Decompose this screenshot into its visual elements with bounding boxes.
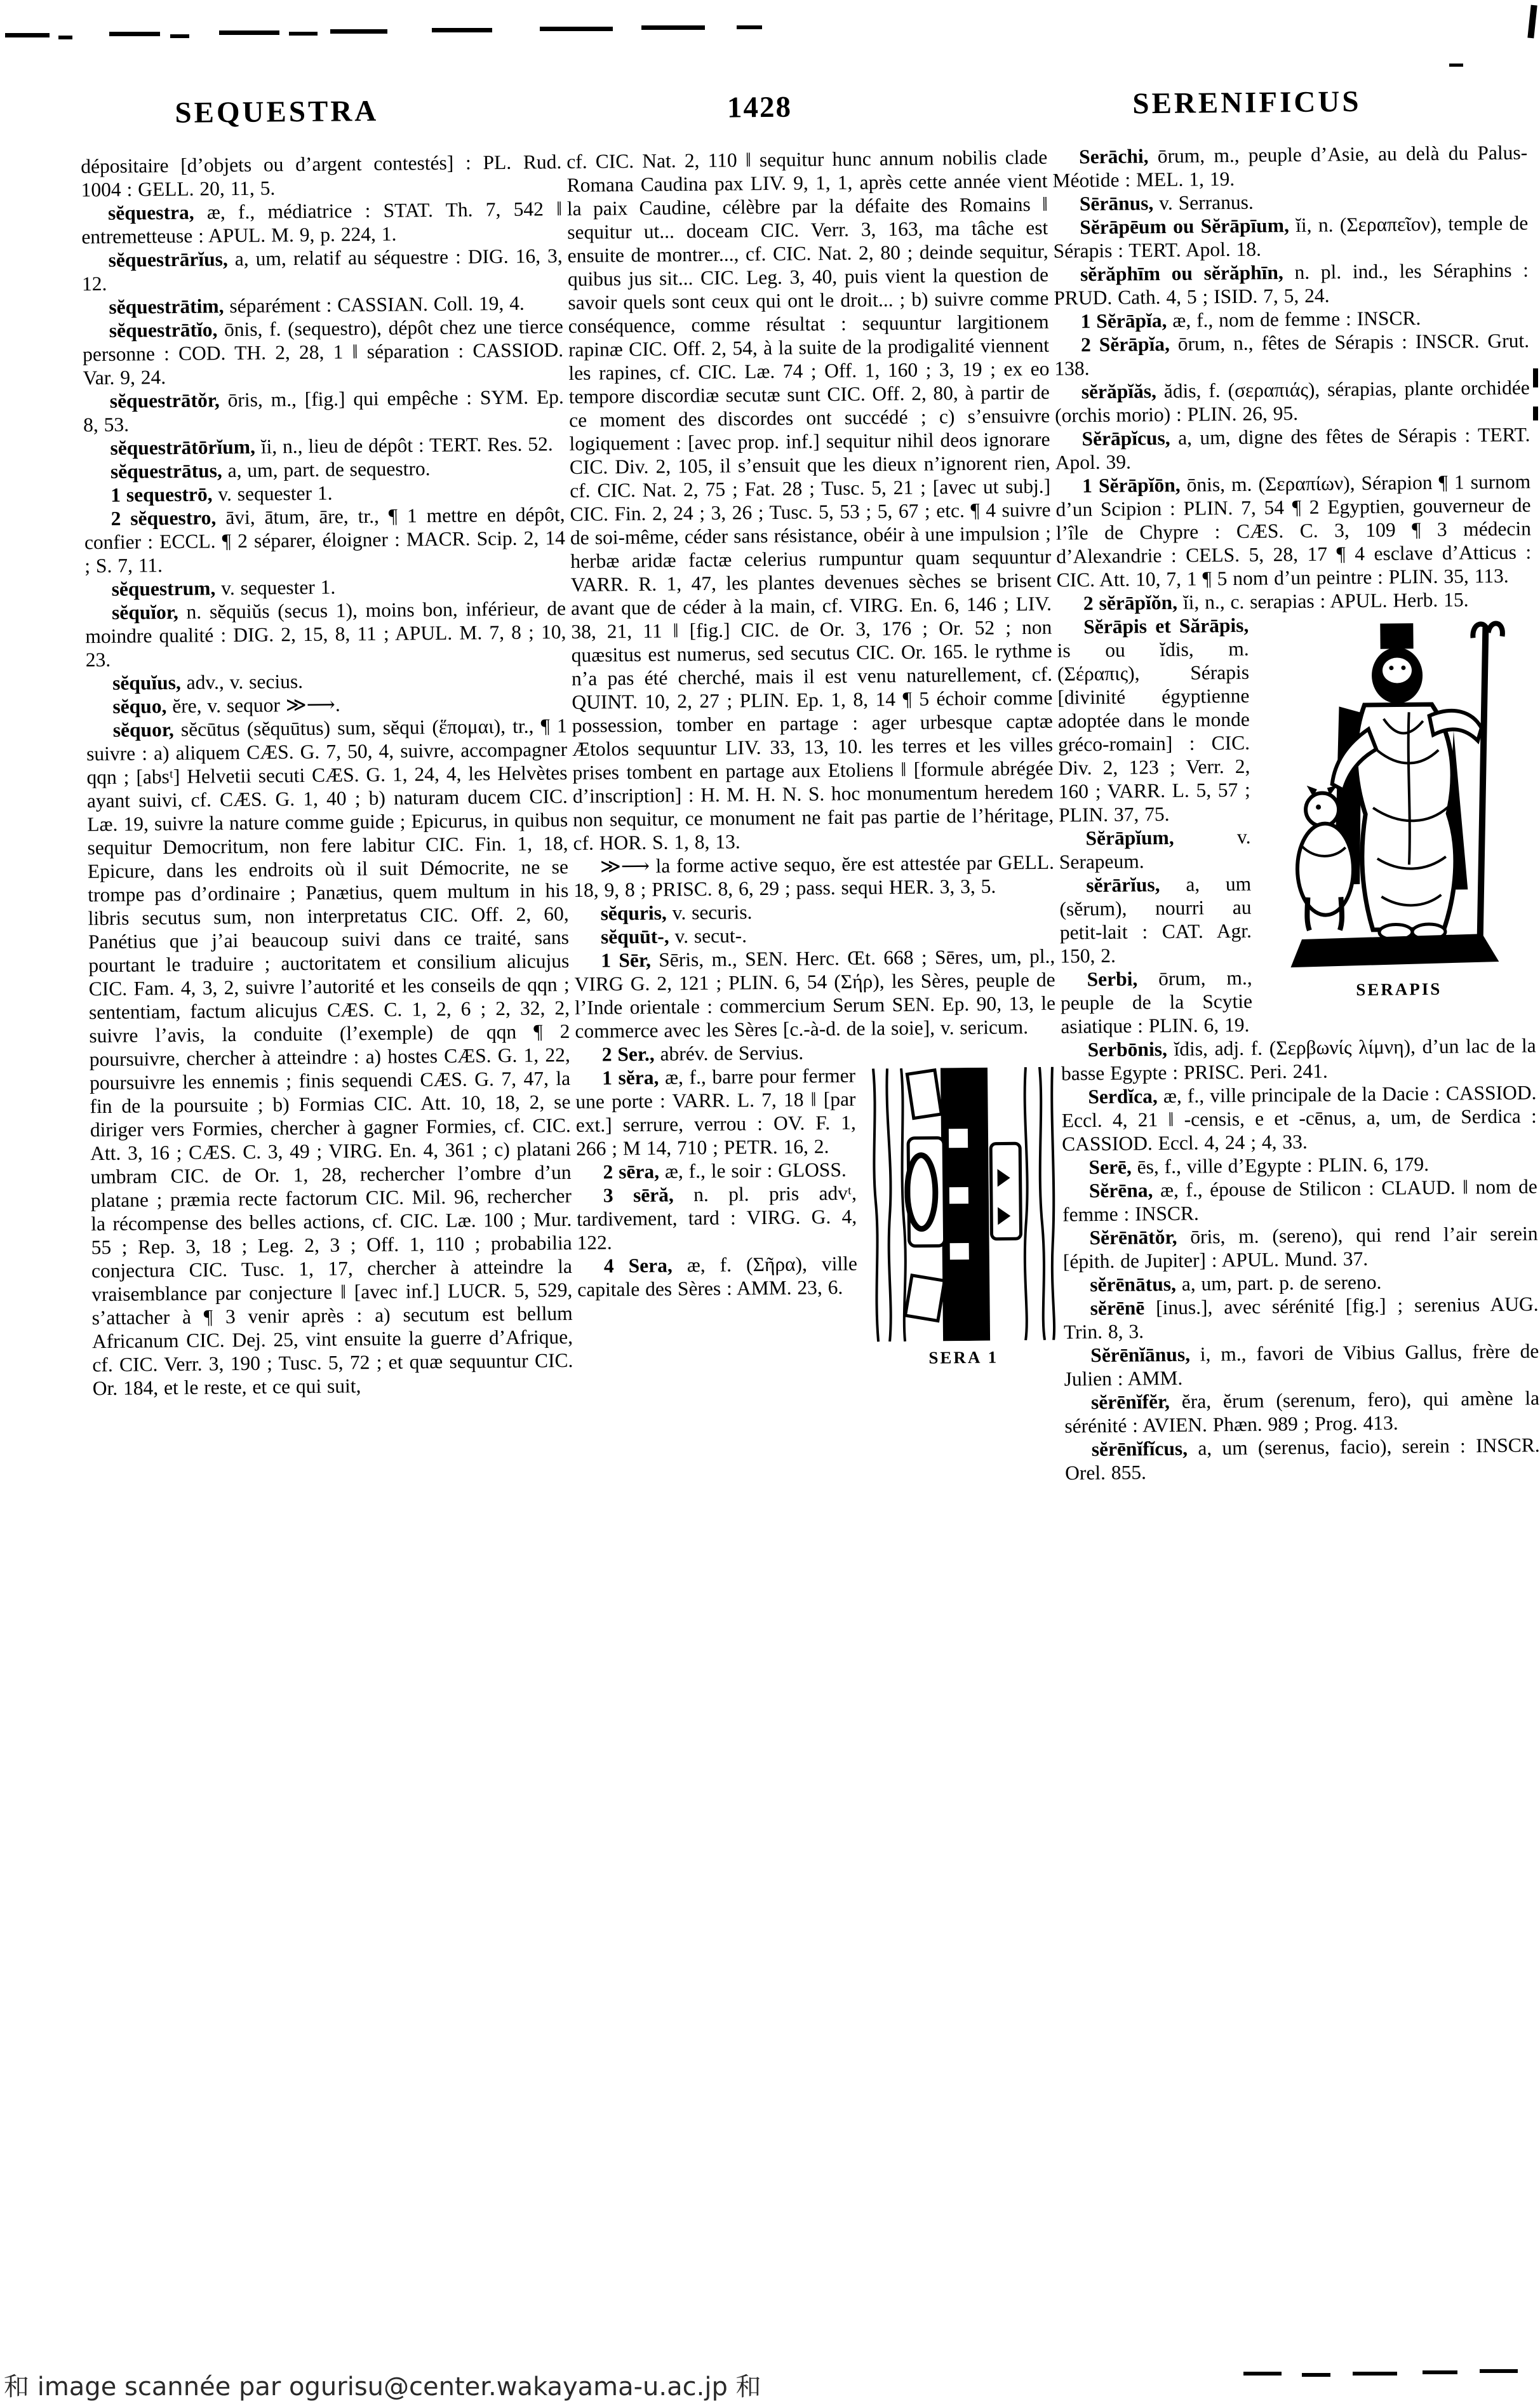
headword: sĕrēnē bbox=[1090, 1296, 1145, 1320]
dictionary-entry: ≫⟶ la forme active sequo, ĕre est attestée par GELL. 18, 9, 8 ; PRISC. 8, 6, 29 ; pass. sequi HER. 3, 3, 5. bbox=[573, 850, 1055, 901]
dictionary-entry: 1 sĕra, æ, f., barre pour fermer une porte : VARR. L. 7, 18 ‖ [par ext.] serrure, verrou : OV. F. 1, 266 ; M 14, 710 ; PETR. 16, 2. bbox=[575, 1064, 856, 1160]
running-head-right: SERENIFICUS bbox=[1132, 84, 1362, 121]
headword: 1 sequestrō, bbox=[110, 483, 213, 506]
dictionary-entry: Sĕrāpēum ou Sĕrāpīum, ĭi, n. (Σεραπεῖον), temple de Sérapis : TERT. Apol. 18. bbox=[1053, 212, 1529, 262]
dictionary-entry: sĕquestrātus, a, um, part. de sequestro. bbox=[110, 457, 431, 483]
dictionary-entry: 2 sēra, æ, f., le soir : GLOSS. bbox=[603, 1158, 847, 1183]
text-column-1 bbox=[81, 150, 582, 2358]
text-column-3 bbox=[1052, 140, 1540, 2349]
dictionary-entry: Sērānus, v. Serranus. bbox=[1079, 191, 1254, 215]
dictionary-entry: sĕquestrātĭo, ōnis, f. (sequestro), dépôt chez une tierce personne : COD. TH. 2, 28, 1 ‖ séparation : CASSIOD. Var. 9, 24. bbox=[82, 315, 564, 389]
headword: sĕquestrārĭus, bbox=[108, 248, 228, 271]
dictionary-entry: Sĕrāpĭum, v. Serapeum. bbox=[1059, 825, 1251, 873]
headword: Sĕrāpis et Sărāpis, bbox=[1083, 614, 1249, 638]
dictionary-entry: sĕquestrātŏr, ōris, m., [fig.] qui empêche : SYM. Ep. 8, 53. bbox=[83, 386, 564, 436]
headword: 4 Sera, bbox=[603, 1254, 673, 1277]
dictionary-entry: 1 Sĕrāpĭōn, ōnis, m. (Σεραπίων), Sérapion ¶ 1 surnom d’un Scipion : PLIN. 7, 54 ¶ 2 Egyptien, gouverneur de l’île de Chypre : CÆS. C. 3, 109 ¶ 3 médecin d’Alexandrie : CELS. 5, 28, 17 ¶ 4 esclave d’Atticus : CIC. Att. 10, 7, 1 ¶ 5 nom d’un peintre : PLIN. 35, 113. bbox=[1055, 470, 1532, 591]
headword: Sĕrāpĭum, bbox=[1085, 826, 1174, 850]
headword: Sĕrāpĭcus, bbox=[1081, 426, 1170, 450]
headword: Sĕrēna, bbox=[1088, 1179, 1153, 1202]
dictionary-entry: sĕrăpĭăs, ădis, f. (σεραπιάς), sérapias, plante orchidée (orchis morio) : PLIN. 26, 95. bbox=[1054, 376, 1530, 427]
dictionary-entry: Serē, ēs, f., ville d’Egypte : PLIN. 6, 179. bbox=[1088, 1153, 1430, 1179]
sera-figure bbox=[866, 1067, 1059, 1371]
page-number: 1428 bbox=[726, 90, 793, 124]
scan-artifact bbox=[1533, 368, 1538, 387]
headword: sĕrēnĭfĭcus, bbox=[1091, 1437, 1188, 1461]
headword: sĕquo, bbox=[112, 695, 167, 718]
headword: Serbōnis, bbox=[1087, 1037, 1168, 1061]
dictionary-entry: Sĕrēnātŏr, ōris, m. (sereno), qui rend l’air serein [épith. de Jupiter] : APUL. Mund. 37. bbox=[1062, 1222, 1538, 1273]
dictionary-entry: sĕrēnĭfĕr, ĕra, ĕrum (serenum, fero), qui amène la sérénité : AVIEN. Phæn. 989 ; Prog. 413. bbox=[1064, 1387, 1540, 1437]
dictionary-entry: 2 sĕquestro, āvi, ātum, āre, tr., ¶ 1 mettre en dépôt, confier : ECCL. ¶ 2 séparer, éloigner : MACR. Scip. 2, 14 ; S. 7, 11. bbox=[84, 503, 566, 577]
headword: sĕquestrātim, bbox=[109, 295, 224, 318]
headword: sĕquestrum, bbox=[111, 577, 216, 600]
dictionary-entry: sĕquūt-, v. secut-. bbox=[600, 924, 747, 948]
dictionary-entry: Sĕrēna, æ, f., épouse de Stilicon : CLAUD. ‖ nom de femme : INSCR. bbox=[1062, 1175, 1537, 1226]
text-column-2 bbox=[566, 145, 1068, 2354]
headword: sĕquestra, bbox=[107, 201, 194, 224]
headword: sĕrăpĭăs, bbox=[1081, 380, 1157, 403]
scanner-credit: 和 image scannée par ogurisu@center.wakayama-u.ac.jp 和 bbox=[4, 2372, 761, 2402]
dictionary-entry: sĕquestrārĭus, a, um, relatif au séquestre : DIG. 16, 3, 12. bbox=[81, 245, 563, 295]
dictionary-entry: Serbōnis, ĭdis, adj. f. (Σερβωνίς λίμνη), d’un lac de la basse Egypte : PRISC. Peri. 241. bbox=[1061, 1034, 1536, 1085]
dictionary-entry: Sĕrēnĭānus, i, m., favori de Vibius Gallus, frère de Julien : AMM. bbox=[1064, 1340, 1539, 1390]
dictionary-entry: sĕrārĭus, a, um (sĕrum), nourri au petit-lait : CAT. Agr. 150, 2. bbox=[1059, 872, 1252, 967]
dictionary-entry: sĕquĭus, adv., v. secius. bbox=[112, 670, 304, 694]
dictionary-entry: sĕquor, sĕcūtus (sĕquūtus) sum, sĕqui (ἕπομαι), tr., ¶ 1 suivre : a) aliquem CÆS. G. 7, 50, 4, suivre, accompagner qqn ; [absᵗ] Helvetii secuti CÆS. G. 1, 24, 4, les Helvètes ayant suivi, cf. CÆS. G. 1, 40 ; b) naturam ducem CIC. Læ. 19, suivre la nature comme guide ; Epicurus, in quibus sequitur Democritum, non fere labitur CIC. Fin. 1, 18, Epicure, dans les endroits où il suit Démocrite, ne se trompe pas d’ordinaire ; Panætius, quem multum in his libris secutus sum, non interpretatus CIC. Off. 2, 60, Panétius que j’ai beaucoup suivi dans ce traité, sans pourtant le traduire ; auctoritatem et consilium alicujus CIC. Fam. 4, 3, 2, suivre l’autorité et les conseils de qqn ; sententiam, factum alicujus CÆS. C. 1, 2, 6 ; 2, 32, 2, suivre l’avis, la conduite (l’exemple) de qqn ¶ 2 poursuivre, chercher à atteindre : a) hostes CÆS. G. 1, 22, poursuivre les ennemis ; finis sequendi CÆS. G. 7, 47, la fin de la poursuite ; b) Formias CIC. Att. 10, 18, 2, se diriger vers Formies, chercher à gagner Formies, cf. CIC. Att. 3, 16 ; CÆS. C. 3, 49 ; VIRG. En. 4, 361 ; c) platani umbram CIC. de Or. 1, 28, rechercher l’ombre d’un platane ; præmia recte factorum CIC. Mil. 96, rechercher la récompense des belles actions, cf. CIC. Læ. 100 ; Mur. 55 ; Rep. 3, 18 ; Leg. 2, 3 ; Off. 1, 110 ; probabilia conjectura CIC. Tusc. 1, 17, chercher à atteindre la vraisemblance par conjecture ‖ [avec inf.] LUCR. 5, 529, s’attacher à ¶ 3 venir après : a) secutum est bellum Africanum CIC. Dej. 25, vint ensuite la guerre d’Afrique, cf. CIC. Verr. 3, 190 ; Tusc. 5, 72 ; et quæ sequuntur CIC. Or. 184, et le reste, et ce qui suit, bbox=[86, 715, 573, 1400]
headword: 1 sĕra, bbox=[601, 1066, 659, 1089]
sera-figure-caption: SERA 1 bbox=[928, 1347, 999, 1368]
headword: 1 Sĕrāpĭōn, bbox=[1082, 473, 1181, 497]
dictionary-entry: sĕrēnē [inus.], avec sérénité [fig.] ; serenius AUG. Trin. 8, 3. bbox=[1063, 1293, 1539, 1343]
dictionary-entry: sĕrēnātus, a, um, part. p. de sereno. bbox=[1090, 1270, 1382, 1296]
headword: sĕquūt-, bbox=[600, 925, 669, 948]
headword: Serē, bbox=[1088, 1155, 1132, 1179]
headword: sĕrēnĭfĕr, bbox=[1090, 1390, 1170, 1414]
headword: 2 Sĕrāpĭa, bbox=[1080, 332, 1170, 356]
dictionary-entry: sĕquĭor, n. sĕquiŭs (secus 1), moins bon, inférieur, de moindre qualité : DIG. 2, 15, 8, 11 ; APUL. M. 7, 8 ; 10, 23. bbox=[85, 597, 566, 671]
dictionary-entry: 4 Sera, æ, f. (Σῆρα), ville capitale des Sères : AMM. 23, 6. bbox=[577, 1252, 858, 1301]
headword: Sĕrēnātŏr, bbox=[1089, 1225, 1177, 1249]
running-head-left: SEQUESTRA bbox=[175, 94, 379, 130]
dictionary-entry: 3 sēră, n. pl. pris advᵗ, tardivement, tard : VIRG. G. 4, 122. bbox=[577, 1181, 857, 1254]
dictionary-entry: sĕquo, ĕre, v. sequor ≫⟶. bbox=[112, 693, 340, 718]
dictionary-entry: sĕrăphīm ou sĕrăphīn, n. pl. ind., les Séraphins : PRUD. Cath. 4, 5 ; ISID. 7, 5, 24. bbox=[1054, 259, 1529, 309]
dictionary-entry: 2 Sĕrāpĭa, ōrum, n., fêtes de Sérapis : INSCR. Grut. 138. bbox=[1054, 329, 1530, 380]
dictionary-entry: 2 sĕrāpĭŏn, ĭi, n., c. serapias : APUL. Herb. 15. bbox=[1083, 588, 1469, 615]
headword: Sĕrāpēum ou Sĕrāpīum, bbox=[1080, 214, 1290, 239]
sera-woodcut-image bbox=[866, 1067, 1059, 1342]
serapis-woodcut-image bbox=[1262, 615, 1532, 974]
headword: sĕrārĭus, bbox=[1086, 873, 1160, 897]
scan-artifact bbox=[1533, 407, 1538, 420]
headword: Serdĭca, bbox=[1088, 1085, 1158, 1108]
dictionary-entry: Serbi, ōrum, m., peuple de la Scytie asiatique : PLIN. 6, 19. bbox=[1060, 966, 1253, 1038]
headword: 2 sĕrāpĭŏn, bbox=[1083, 591, 1178, 615]
dictionary-entry: sĕquris, v. securis. bbox=[600, 901, 753, 925]
dictionary-entry: Sĕrāpis et Sărāpis, is ou ĭdis, m. (Σέραπις), Sérapis [divinité égyptienne adoptée dans le monde gréco-romain] : CIC. Div. 2, 123 ; Verr. 2, 160 ; VARR. L. 5, 57 ; PLIN. 37, 75. bbox=[1057, 614, 1250, 826]
headword: 1 Sēr, bbox=[601, 948, 652, 972]
headword: sĕquĭus, bbox=[112, 671, 181, 694]
dictionary-entry: Serāchi, ōrum, m., peuple d’Asie, au delà du Palus-Méotide : MEL. 1, 19. bbox=[1052, 141, 1528, 192]
headword: sĕrăphīm ou sĕrăphīn, bbox=[1080, 261, 1283, 286]
dictionary-entry: sĕquestrātōrĭum, ĭi, n., lieu de dépôt : TERT. Res. 52. bbox=[110, 433, 553, 459]
headword: 2 sĕquestro, bbox=[110, 506, 217, 530]
dictionary-entry: Sĕrāpĭcus, a, um, digne des fêtes de Sérapis : TERT. Apol. 39. bbox=[1055, 423, 1530, 474]
headword: Sērānus, bbox=[1079, 192, 1154, 215]
headword: 3 sēră, bbox=[603, 1183, 674, 1207]
headword: 2 sēra, bbox=[603, 1160, 660, 1183]
headword: Sĕrēnĭānus, bbox=[1090, 1343, 1191, 1367]
dictionary-entry: sĕrēnĭfĭcus, a, um (serenus, facio), serein : INSCR. Orel. 855. bbox=[1064, 1434, 1540, 1484]
headword: sĕquestrātōrĭum, bbox=[110, 435, 256, 459]
dictionary-entry: 2 Ser., abrév. de Servius. bbox=[601, 1041, 804, 1066]
dictionary-entry: Serdĭca, æ, f., ville principale de la Dacie : CASSIOD. Eccl. 4, 21 ‖ -censis, e et -cēnus, a, um, de Serdica : CASSIOD. Eccl. 4, 24 ; 4, 33. bbox=[1061, 1081, 1537, 1155]
dictionary-entry: sĕquestrātim, séparément : CASSIAN. Coll. 19, 4. bbox=[109, 292, 525, 318]
headword: sĕrēnātus, bbox=[1090, 1272, 1177, 1296]
serapis-figure bbox=[1259, 615, 1536, 1002]
headword: 1 Sĕrāpĭa, bbox=[1080, 309, 1167, 333]
dictionary-entry: cf. CIC. Nat. 2, 110 ‖ sequitur hunc annum nobilis clade Romana Caudina pax LIV. 9, 1, 1, après cette année vient la paix Caudine, célèbre par la défaite des Romains ‖ sequitur ut... doceam CIC. Verr. 3, 163, ma tâche est ensuite de montrer..., cf. CIC. Nat. 2, 80 ; deinde sequitur, quibus jus sit... CIC. Leg. 3, 40, puis vient la question de savoir quels sont ceux qui ont le droit... ; b) suivre comme conséquence, comme résultat : sequuntur largitionem rapinæ CIC. Off. 2, 54, à la suite de la prodigalité viennent les rapines, cf. CIC. Læ. 74 ; Off. 1, 160 ; 3, 19 ; ex eo tempore discordiæ secutæ sunt CIC. Off. 2, 80, à partir de ce moment des discordes ont succédé ; c) s’ensuivre logiquement : [avec prop. inf.] sequitur nihil deos ignorare CIC. Div. 2, 105, il s’ensuit que les dieux n’ignorent rien, cf. CIC. Nat. 2, 75 ; Fat. 28 ; Tusc. 5, 21 ; [avec ut subj.] CIC. Fin. 2, 24 ; 3, 26 ; Tusc. 5, 53 ; 5, 67 ; etc. ¶ 4 suivre de soi-même, céder sans résistance, obéir à une impulsion ; herbæ aridæ factæ celerius rumpuntur quam sequuntur VARR. R. 1, 47, les plantes devenues sèches se brisent avant que de céder à la main, cf. VIRG. En. 6, 146 ; LIV. 38, 21, 11 ‖ [fig.] CIC. de Or. 3, 176 ; Or. 52 ; non quæsitus est numerus, sed secutus CIC. Or. 165. le rythme n’a pas été cherché, mais il est venu naturellement, cf. QUINT. 10, 2, 27 ; PLIN. Ep. 1, 8, 14 ¶ 5 échoir comme possession, tomber en partage : ager urbesque captæ Ætolos sequuntur LIV. 33, 13, 10. les terres et les villes prises tombent en partage aux Etoliens ‖ [formule abrégée d’inscription] : H. M. H. N. S. hoc monumentum heredem non sequitur, ce monument ne fait pas partie de l’héritage, cf. HOR. S. 1, 8, 13. bbox=[566, 145, 1054, 854]
headword: Serbi, bbox=[1087, 967, 1138, 991]
serapis-figure-caption: SERAPIS bbox=[1356, 979, 1442, 1000]
headword: sĕquris, bbox=[600, 901, 667, 925]
dictionary-entry: 1 Sēr, Sēris, m., SEN. Herc. Œt. 668 ; Sēres, um, pl., VIRG G. 2, 121 ; PLIN. 6, 54 (Σήρ), les Sères, peuple de l’Inde orientale : commercium Serum SEN. Ep. 90, 13, le commerce avec les Sères [c.-à-d. de la soie], v. sericum. bbox=[574, 944, 1056, 1042]
headword: sĕquor, bbox=[112, 718, 174, 741]
headword: sĕquestrātŏr, bbox=[109, 389, 220, 412]
dictionary-entry: sĕquestrum, v. sequester 1. bbox=[111, 575, 336, 600]
scan-artifact bbox=[1527, 5, 1537, 39]
headword: sĕquĭor, bbox=[111, 600, 178, 624]
dictionary-entry: 1 sequestrō, v. sequester 1. bbox=[110, 481, 333, 506]
headword: sĕquestrātus, bbox=[110, 459, 222, 483]
headword: Serāchi, bbox=[1079, 145, 1149, 168]
dictionary-entry: 1 Sĕrāpĭa, æ, f., nom de femme : INSCR. bbox=[1080, 307, 1421, 333]
headword: sĕquestrātĭo, bbox=[109, 318, 218, 342]
headword: 2 Ser., bbox=[601, 1042, 655, 1066]
dictionary-entry: dépositaire [d’objets ou d’argent contestés] : PL. Rud. 1004 : GELL. 20, 11, 5. bbox=[81, 151, 562, 201]
dictionary-entry: sĕquestra, æ, f., médiatrice : STAT. Th. 7, 542 ‖ entremetteuse : APUL. M. 9, p. 224, 1. bbox=[81, 198, 563, 248]
